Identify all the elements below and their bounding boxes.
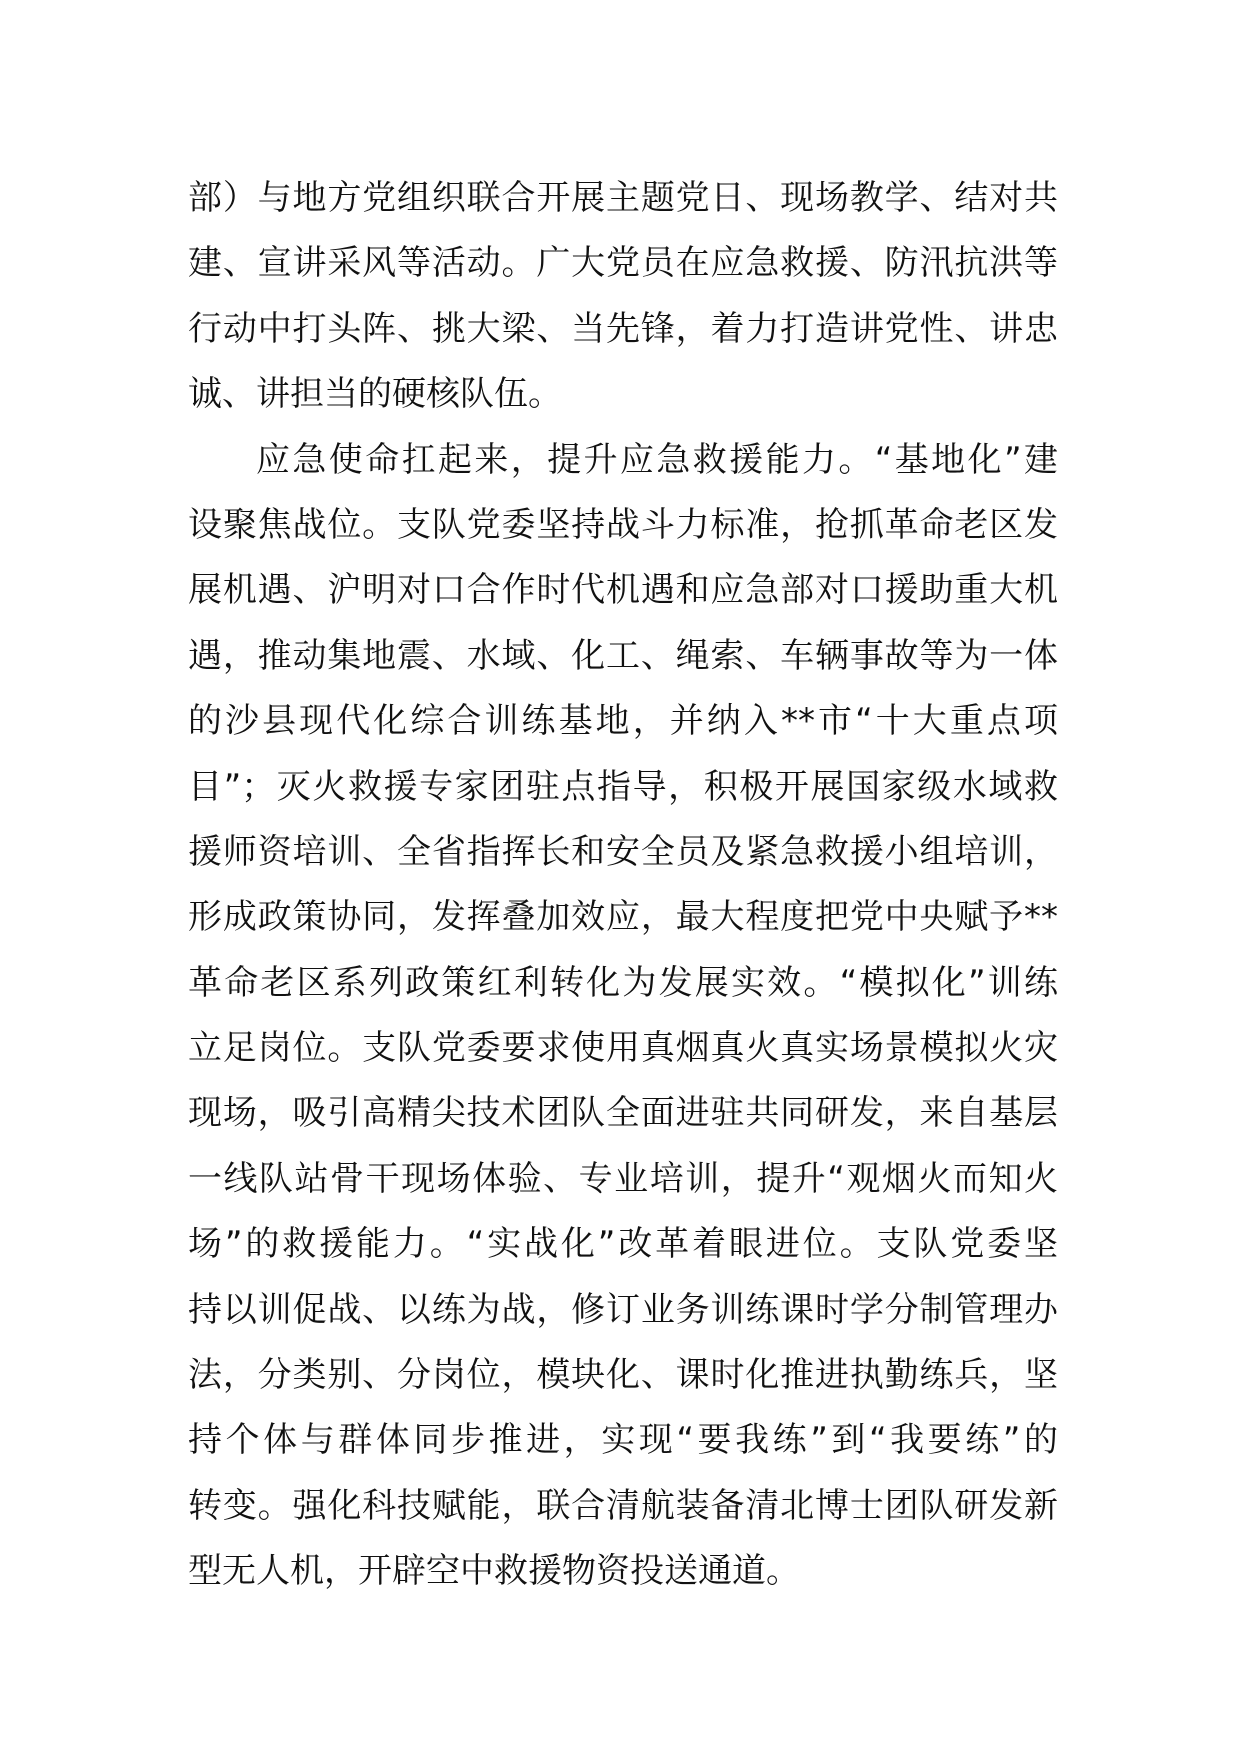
paragraph-emergency-rescue [188, 428, 1058, 1605]
text-line: 型无人机，开辟空中救援物资投送通道。 [188, 1551, 800, 1592]
text-line: 一线队站骨干现场体验、专业培训，提升“观烟火而知火 [188, 1158, 1058, 1199]
text-line: 转变。强化科技赋能，联合清航装备清北博士团队研发新 [188, 1485, 1058, 1526]
text-line: 法，分类别、分岗位，模块化、课时化推进执勤练兵，坚 [188, 1355, 1058, 1396]
text-line: 诚、讲担当的硬核队伍。 [188, 374, 562, 415]
text-line: 目”；灭火救援专家团驻点指导，积极开展国家级水域救 [188, 766, 1058, 807]
text-line: 展机遇、沪明对口合作时代机遇和应急部对口援助重大机 [188, 570, 1058, 611]
text-line: 遇，推动集地震、水域、化工、绳索、车辆事故等为一体 [188, 635, 1058, 676]
text-line: 现场，吸引高精尖技术团队全面进驻共同研发，来自基层 [188, 1093, 1058, 1134]
text-line: 形成政策协同，发挥叠加效应，最大程度把党中央赋予** [188, 897, 1058, 938]
body-text [188, 166, 1058, 1605]
text-line: 革命老区系列政策红利转化为发展实效。“模拟化”训练 [188, 962, 1058, 1003]
text-line: 场”的救援能力。“实战化”改革着眼进位。支队党委坚 [188, 1224, 1058, 1265]
text-line: 行动中打头阵、挑大梁、当先锋，着力打造讲党性、讲忠 [188, 308, 1058, 349]
paragraph-first-line: 应急使命扛起来，提升应急救援能力。“基地化”建 [256, 439, 1058, 480]
text-line: 持以训促战、以练为战，修订业务训练课时学分制管理办 [188, 1289, 1058, 1330]
paragraph-party-building [188, 166, 1058, 428]
text-line: 持个体与群体同步推进，实现“要我练”到“我要练”的 [188, 1420, 1058, 1461]
text-line: 的沙县现代化综合训练基地，并纳入**市“十大重点项 [188, 701, 1058, 742]
text-line: 立足岗位。支队党委要求使用真烟真火真实场景模拟火灾 [188, 1028, 1058, 1069]
text-line: 援师资培训、全省指挥长和安全员及紧急救援小组培训， [188, 831, 1058, 872]
text-line: 设聚焦战位。支队党委坚持战斗力标准，抢抓革命老区发 [188, 504, 1058, 545]
text-line: 部）与地方党组织联合开展主题党日、现场教学、结对共 [188, 178, 1058, 218]
text-line: 建、宣讲采风等活动。广大党员在应急救援、防汛抗洪等 [188, 243, 1058, 284]
